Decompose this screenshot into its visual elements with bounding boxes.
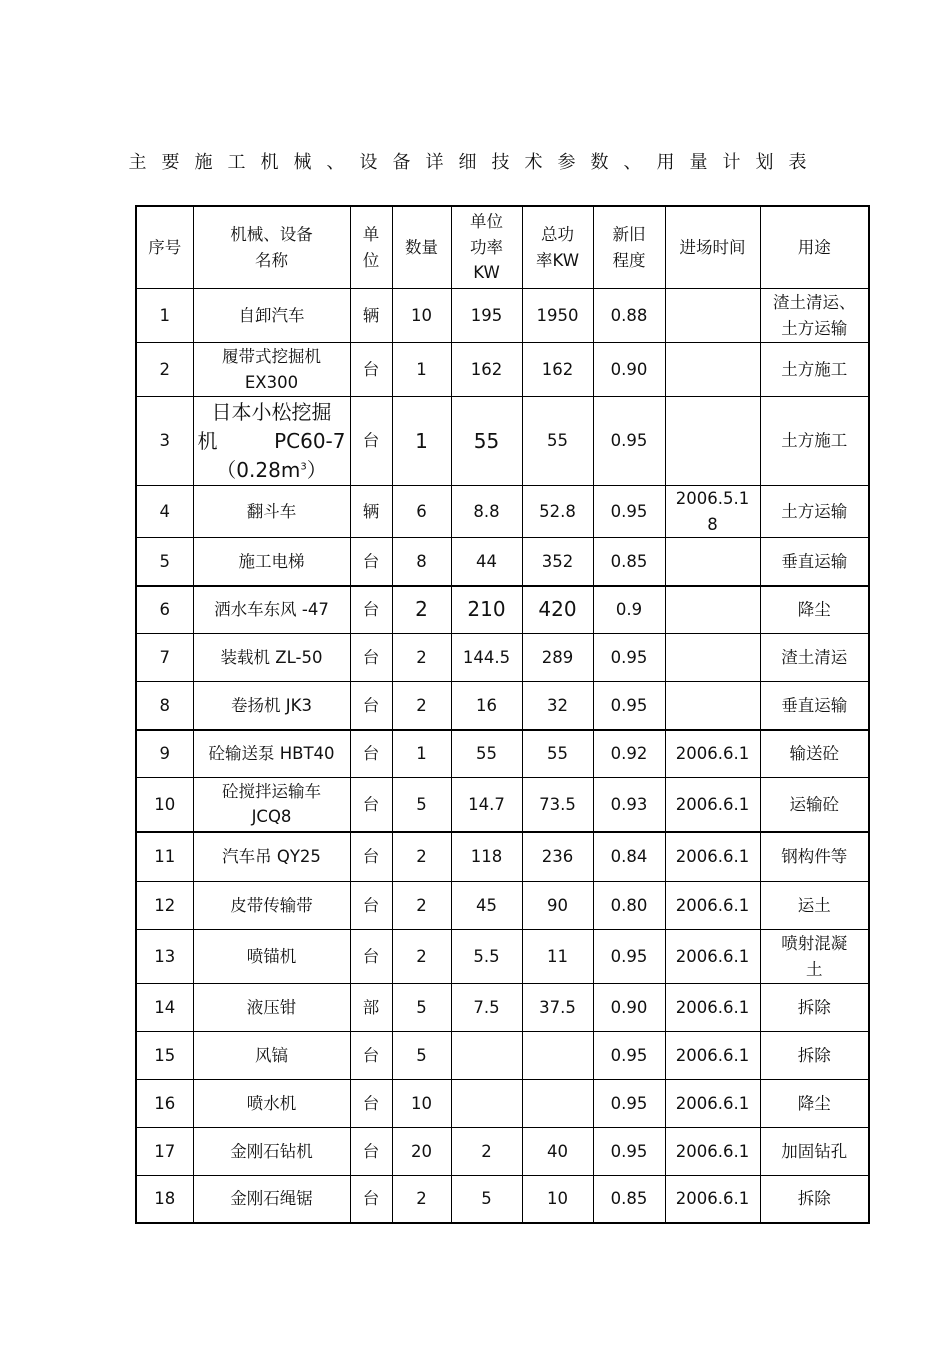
cell-unit: 台 bbox=[350, 882, 392, 930]
cell-usage: 降尘 bbox=[760, 586, 869, 634]
cell-usage: 垂直运输 bbox=[760, 682, 869, 730]
cell-no: 2 bbox=[136, 343, 193, 397]
cell-total-power: 52.8 bbox=[522, 486, 593, 538]
table-row bbox=[136, 1032, 869, 1080]
cell-unit: 台 bbox=[350, 682, 392, 730]
table-row bbox=[136, 1080, 869, 1128]
cell-no: 14 bbox=[136, 984, 193, 1032]
cell-condition: 0.85 bbox=[593, 1176, 665, 1223]
table-row bbox=[136, 1176, 869, 1223]
cell-condition: 0.95 bbox=[593, 1128, 665, 1176]
cell-entry-date: 2006.6.1 bbox=[665, 730, 760, 778]
name-line-2 bbox=[198, 427, 346, 456]
cell-unit-power: 55 bbox=[451, 397, 522, 486]
cell-total-power: 162 bbox=[522, 343, 593, 397]
cell-total-power: 10 bbox=[522, 1176, 593, 1223]
cell-entry-date: 2006.6.1 bbox=[665, 984, 760, 1032]
cell-no: 8 bbox=[136, 682, 193, 730]
cell-usage: 拆除 bbox=[760, 1176, 869, 1223]
superscript-3: 3 bbox=[300, 460, 307, 472]
cell-total-power: 40 bbox=[522, 1128, 593, 1176]
header-unit: 单 位 bbox=[350, 206, 392, 289]
cell-condition: 0.95 bbox=[593, 682, 665, 730]
cell-condition: 0.80 bbox=[593, 882, 665, 930]
table-row bbox=[136, 1128, 869, 1176]
cell-qty: 2 bbox=[392, 634, 451, 682]
cell-entry-date: 2006.5.1 8 bbox=[665, 486, 760, 538]
cell-no: 3 bbox=[136, 397, 193, 486]
cell-unit-power: 14.7 bbox=[451, 778, 522, 832]
cell-condition: 0.95 bbox=[593, 634, 665, 682]
cell-qty: 2 bbox=[392, 882, 451, 930]
cell-qty: 2 bbox=[392, 930, 451, 984]
cell-unit-power: 144.5 bbox=[451, 634, 522, 682]
cell-usage: 加固钻孔 bbox=[760, 1128, 869, 1176]
cell-unit: 部 bbox=[350, 984, 392, 1032]
cell-unit-power: 16 bbox=[451, 682, 522, 730]
cell-usage: 土方施工 bbox=[760, 397, 869, 486]
name-prefix: （0.28m bbox=[216, 457, 301, 482]
cell-no: 17 bbox=[136, 1128, 193, 1176]
cell-condition: 0.95 bbox=[593, 397, 665, 486]
table-row bbox=[136, 882, 869, 930]
cell-usage: 运输砼 bbox=[760, 778, 869, 832]
cell-total-power: 236 bbox=[522, 832, 593, 882]
table-row bbox=[136, 930, 869, 984]
cell-qty: 20 bbox=[392, 1128, 451, 1176]
cell-usage: 垂直运输 bbox=[760, 538, 869, 586]
cell-entry-date bbox=[665, 538, 760, 586]
cell-no: 6 bbox=[136, 586, 193, 634]
table-row bbox=[136, 634, 869, 682]
cell-entry-date bbox=[665, 343, 760, 397]
cell-unit: 台 bbox=[350, 730, 392, 778]
cell-no: 5 bbox=[136, 538, 193, 586]
cell-no: 11 bbox=[136, 832, 193, 882]
cell-usage: 喷射混凝 土 bbox=[760, 930, 869, 984]
cell-condition: 0.84 bbox=[593, 832, 665, 882]
cell-no: 9 bbox=[136, 730, 193, 778]
cell-unit-power: 5.5 bbox=[451, 930, 522, 984]
cell-total-power: 37.5 bbox=[522, 984, 593, 1032]
cell-qty: 1 bbox=[392, 397, 451, 486]
name-part-b: PC60-7 bbox=[274, 428, 346, 453]
cell-total-power bbox=[522, 1032, 593, 1080]
equipment-table bbox=[135, 205, 870, 1224]
cell-unit-power: 195 bbox=[451, 289, 522, 343]
cell-name: 卷扬机 JK3 bbox=[193, 682, 350, 730]
cell-unit: 台 bbox=[350, 778, 392, 832]
cell-name: 砼搅拌运输车 JCQ8 bbox=[193, 778, 350, 832]
cell-total-power: 352 bbox=[522, 538, 593, 586]
cell-unit: 台 bbox=[350, 586, 392, 634]
header-condition: 新旧 程度 bbox=[593, 206, 665, 289]
cell-condition: 0.9 bbox=[593, 586, 665, 634]
cell-total-power: 32 bbox=[522, 682, 593, 730]
header-usage: 用途 bbox=[760, 206, 869, 289]
table-row bbox=[136, 682, 869, 730]
cell-qty: 5 bbox=[392, 984, 451, 1032]
cell-name: 喷水机 bbox=[193, 1080, 350, 1128]
table-row bbox=[136, 397, 869, 486]
cell-condition: 0.95 bbox=[593, 930, 665, 984]
cell-name: 洒水车东风 -47 bbox=[193, 586, 350, 634]
cell-unit: 台 bbox=[350, 930, 392, 984]
cell-condition: 0.90 bbox=[593, 984, 665, 1032]
cell-entry-date: 2006.6.1 bbox=[665, 1032, 760, 1080]
cell-total-power: 55 bbox=[522, 730, 593, 778]
cell-qty: 10 bbox=[392, 1080, 451, 1128]
cell-no: 12 bbox=[136, 882, 193, 930]
cell-qty: 1 bbox=[392, 730, 451, 778]
cell-usage: 降尘 bbox=[760, 1080, 869, 1128]
name-part-a: 机 bbox=[197, 428, 218, 453]
cell-total-power: 420 bbox=[522, 586, 593, 634]
table-row bbox=[136, 984, 869, 1032]
cell-unit: 台 bbox=[350, 1176, 392, 1223]
cell-total-power: 55 bbox=[522, 397, 593, 486]
cell-total-power: 73.5 bbox=[522, 778, 593, 832]
cell-unit-power: 8.8 bbox=[451, 486, 522, 538]
cell-name: 金刚石钻机 bbox=[193, 1128, 350, 1176]
cell-no: 10 bbox=[136, 778, 193, 832]
cell-condition: 0.92 bbox=[593, 730, 665, 778]
cell-usage: 钢构件等 bbox=[760, 832, 869, 882]
cell-unit: 台 bbox=[350, 1032, 392, 1080]
cell-unit-power: 44 bbox=[451, 538, 522, 586]
cell-unit: 台 bbox=[350, 397, 392, 486]
cell-usage: 渣土清运、 土方运输 bbox=[760, 289, 869, 343]
cell-entry-date: 2006.6.1 bbox=[665, 930, 760, 984]
header-name: 机械、设备 名称 bbox=[193, 206, 350, 289]
cell-name: 砼输送泵 HBT40 bbox=[193, 730, 350, 778]
cell-entry-date bbox=[665, 586, 760, 634]
cell-qty: 8 bbox=[392, 538, 451, 586]
header-no: 序号 bbox=[136, 206, 193, 289]
cell-name: 翻斗车 bbox=[193, 486, 350, 538]
cell-condition: 0.88 bbox=[593, 289, 665, 343]
cell-name: 自卸汽车 bbox=[193, 289, 350, 343]
cell-unit-power: 2 bbox=[451, 1128, 522, 1176]
cell-total-power: 1950 bbox=[522, 289, 593, 343]
cell-qty: 2 bbox=[392, 586, 451, 634]
cell-usage: 土方施工 bbox=[760, 343, 869, 397]
cell-no: 7 bbox=[136, 634, 193, 682]
cell-no: 15 bbox=[136, 1032, 193, 1080]
table-title: 主要施工机械、设备详细技术参数、用量计划表 bbox=[128, 152, 822, 173]
cell-usage: 土方运输 bbox=[760, 486, 869, 538]
name-line-1: 日本小松挖掘 bbox=[211, 399, 332, 424]
cell-entry-date: 2006.6.1 bbox=[665, 882, 760, 930]
cell-entry-date bbox=[665, 289, 760, 343]
name-line-3 bbox=[198, 456, 346, 485]
table-row bbox=[136, 486, 869, 538]
cell-qty: 2 bbox=[392, 1176, 451, 1223]
header-total-power: 总功 率KW bbox=[522, 206, 593, 289]
cell-unit-power: 45 bbox=[451, 882, 522, 930]
cell-no: 16 bbox=[136, 1080, 193, 1128]
header-qty: 数量 bbox=[392, 206, 451, 289]
cell-total-power: 90 bbox=[522, 882, 593, 930]
cell-condition: 0.95 bbox=[593, 486, 665, 538]
cell-qty: 6 bbox=[392, 486, 451, 538]
cell-condition: 0.90 bbox=[593, 343, 665, 397]
cell-condition: 0.95 bbox=[593, 1080, 665, 1128]
cell-usage: 输送砼 bbox=[760, 730, 869, 778]
cell-no: 4 bbox=[136, 486, 193, 538]
cell-unit: 辆 bbox=[350, 486, 392, 538]
cell-unit-power: 7.5 bbox=[451, 984, 522, 1032]
cell-no: 13 bbox=[136, 930, 193, 984]
cell-total-power: 289 bbox=[522, 634, 593, 682]
cell-condition: 0.95 bbox=[593, 1032, 665, 1080]
cell-name: 金刚石绳锯 bbox=[193, 1176, 350, 1223]
cell-condition: 0.93 bbox=[593, 778, 665, 832]
cell-unit-power bbox=[451, 1080, 522, 1128]
cell-usage: 拆除 bbox=[760, 984, 869, 1032]
cell-condition: 0.85 bbox=[593, 538, 665, 586]
cell-entry-date: 2006.6.1 bbox=[665, 1128, 760, 1176]
cell-qty: 5 bbox=[392, 1032, 451, 1080]
cell-name: 液压钳 bbox=[193, 984, 350, 1032]
cell-no: 1 bbox=[136, 289, 193, 343]
cell-unit: 辆 bbox=[350, 289, 392, 343]
table-row bbox=[136, 343, 869, 397]
cell-entry-date: 2006.6.1 bbox=[665, 832, 760, 882]
table-row bbox=[136, 778, 869, 832]
cell-qty: 5 bbox=[392, 778, 451, 832]
table-row bbox=[136, 289, 869, 343]
cell-unit-power bbox=[451, 1032, 522, 1080]
cell-usage: 拆除 bbox=[760, 1032, 869, 1080]
cell-entry-date bbox=[665, 682, 760, 730]
cell-total-power bbox=[522, 1080, 593, 1128]
cell-unit: 台 bbox=[350, 1080, 392, 1128]
header-entry-date: 进场时间 bbox=[665, 206, 760, 289]
table-row bbox=[136, 538, 869, 586]
cell-name: 皮带传输带 bbox=[193, 882, 350, 930]
cell-no: 18 bbox=[136, 1176, 193, 1223]
cell-name: 履带式挖掘机 EX300 bbox=[193, 343, 350, 397]
table-row bbox=[136, 586, 869, 634]
cell-entry-date: 2006.6.1 bbox=[665, 778, 760, 832]
cell-entry-date bbox=[665, 634, 760, 682]
cell-qty: 2 bbox=[392, 682, 451, 730]
cell-qty: 10 bbox=[392, 289, 451, 343]
cell-unit: 台 bbox=[350, 1128, 392, 1176]
cell-usage: 运土 bbox=[760, 882, 869, 930]
cell-name: 风镐 bbox=[193, 1032, 350, 1080]
cell-name: 装载机 ZL-50 bbox=[193, 634, 350, 682]
cell-unit-power: 55 bbox=[451, 730, 522, 778]
cell-unit: 台 bbox=[350, 634, 392, 682]
cell-usage: 渣土清运 bbox=[760, 634, 869, 682]
cell-unit: 台 bbox=[350, 538, 392, 586]
cell-qty: 1 bbox=[392, 343, 451, 397]
table-row bbox=[136, 832, 869, 882]
cell-unit: 台 bbox=[350, 832, 392, 882]
cell-unit: 台 bbox=[350, 343, 392, 397]
cell-name: 汽车吊 QY25 bbox=[193, 832, 350, 882]
cell-name: 施工电梯 bbox=[193, 538, 350, 586]
name-suffix: ） bbox=[306, 457, 327, 482]
cell-unit-power: 118 bbox=[451, 832, 522, 882]
table-header-row bbox=[136, 206, 869, 289]
cell-name bbox=[193, 397, 350, 486]
cell-unit-power: 5 bbox=[451, 1176, 522, 1223]
header-unit-power: 单位 功率 KW bbox=[451, 206, 522, 289]
cell-entry-date bbox=[665, 397, 760, 486]
cell-entry-date: 2006.6.1 bbox=[665, 1080, 760, 1128]
cell-unit-power: 162 bbox=[451, 343, 522, 397]
cell-unit-power: 210 bbox=[451, 586, 522, 634]
cell-name: 喷锚机 bbox=[193, 930, 350, 984]
cell-total-power: 11 bbox=[522, 930, 593, 984]
cell-entry-date: 2006.6.1 bbox=[665, 1176, 760, 1223]
table-row bbox=[136, 730, 869, 778]
cell-qty: 2 bbox=[392, 832, 451, 882]
